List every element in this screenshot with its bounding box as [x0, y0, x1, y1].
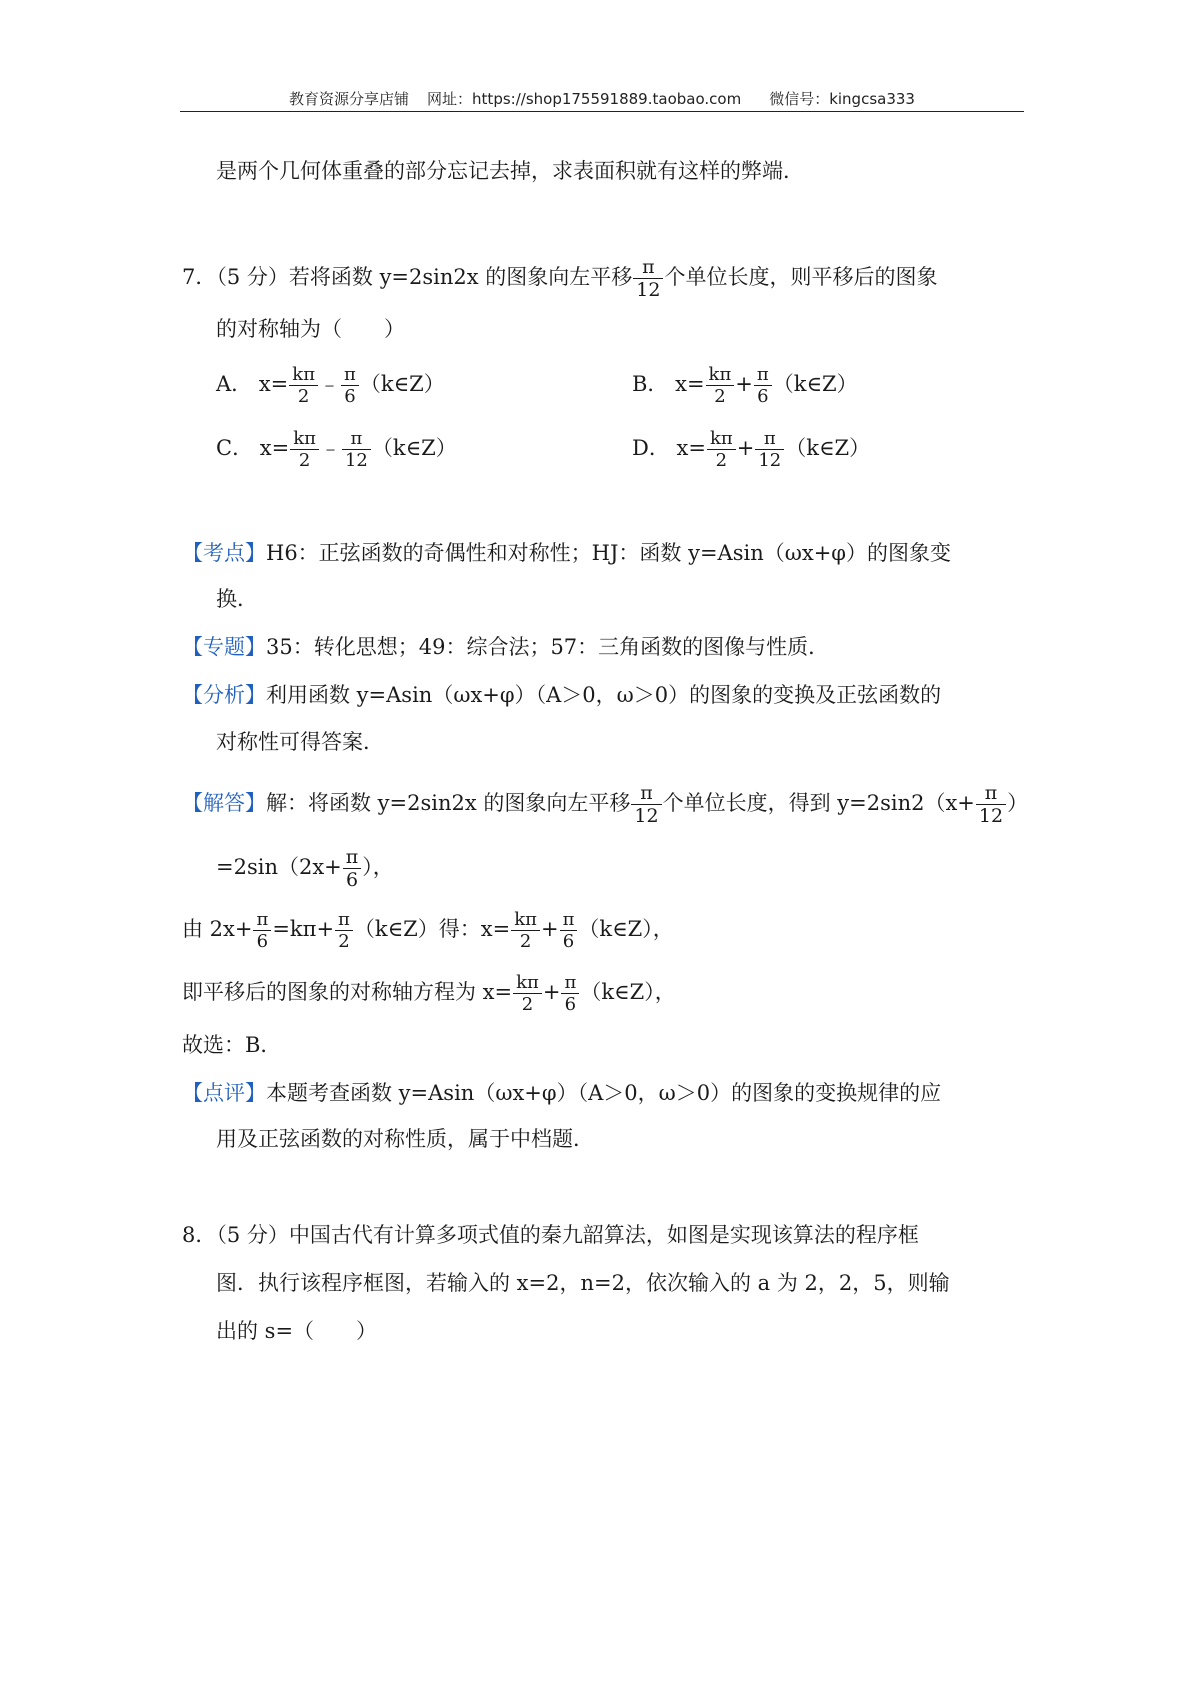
zhuanti-tag: 【专题】: [182, 635, 266, 659]
fenxi-line: [182, 680, 941, 710]
header-rule: [180, 111, 1024, 112]
intro-line: 是两个几何体重叠的部分忘记去掉，求表面积就有这样的弊端．: [216, 159, 804, 183]
jieda-tag: 【解答】: [182, 791, 266, 815]
site-url[interactable]: https://shop175591889.taobao.com: [472, 90, 742, 108]
jieda-line-3: 由 2x+ $\frac{\pi}{6}$ =kπ+ $\frac{\pi}{2}$ （k∈Z）得：x= $\frac{k\pi}{2}$ + $\frac{\pi}{6}$ （k∈Z），: [182, 909, 674, 952]
answer-line: 故选：B．: [182, 1033, 282, 1057]
fenxi-text-2: 对称性可得答案．: [216, 730, 384, 754]
q7-fraction-pi-12: $\frac{\pi}{12}$: [633, 256, 663, 301]
fenxi-tag: 【分析】: [182, 683, 266, 707]
q7-stem-b: 个单位长度，则平移后的图象: [664, 265, 938, 289]
fenxi-text: 利用函数 y=Asin（ωx+φ）（A＞0，ω＞0）的图象的变换及正弦函数的: [266, 683, 942, 707]
option-c[interactable]: C． x= $\frac{k\pi}{2}$ ﹣ $\frac{\pi}{12}$ （k∈Z）: [216, 428, 457, 471]
jieda-line-4: 即平移后的图象的对称轴方程为 x= $\frac{k\pi}{2}$ + $\frac{\pi}{6}$ （k∈Z），: [182, 972, 676, 1015]
site-label: 网址：: [427, 90, 473, 108]
wechat-id: 微信号：kingcsa333: [769, 90, 915, 108]
q7-stem-line-1: [182, 256, 937, 301]
q7-stem-a: 7．（5 分）若将函数 y=2sin2x 的图象向左平移: [182, 265, 633, 289]
zhuanti-text: 35：转化思想；49：综合法；57：三角函数的图像与性质．: [266, 635, 830, 659]
q8-line-1: 8．（5 分）中国古代有计算多项式值的秦九韶算法，如图是实现该算法的程序框: [182, 1223, 919, 1247]
shop-name: 教育资源分享店铺: [289, 90, 410, 108]
dianping-line: [182, 1078, 941, 1108]
q8-line-2: 图．执行该程序框图，若输入的 x=2，n=2，依次输入的 a 为 2，2，5，则输: [216, 1271, 950, 1295]
dianping-text: 本题考查函数 y=Asin（ωx+φ）（A＞0，ω＞0）的图象的变换规律的应: [266, 1081, 942, 1105]
kaodian-tag: 【考点】: [182, 541, 266, 565]
jieda-line-1: 【解答】解：将函数 y=2sin2x 的图象向左平移 $\frac{\pi}{12}$ 个单位长度，得到 y=2sin2（x+ $\frac{\pi}{12}$ ）: [182, 782, 1029, 827]
q7-stem-line-2: 的对称轴为（ ）: [216, 317, 405, 341]
option-d[interactable]: D． x= $\frac{k\pi}{2}$ + $\frac{\pi}{12}$ （k∈Z）: [632, 428, 871, 471]
dianping-text-2: 用及正弦函数的对称性质，属于中档题．: [216, 1127, 594, 1151]
jieda-line-2: =2sin（2x+ $\frac{\pi}{6}$ ），: [216, 846, 394, 891]
page-header: [180, 88, 1024, 109]
option-a[interactable]: A． x= $\frac{k\pi}{2}$ ﹣ $\frac{\pi}{6}$ （k∈Z）: [216, 364, 445, 407]
q8-line-3: 出的 s=（ ）: [216, 1319, 378, 1343]
zhuanti-line: [182, 632, 829, 662]
kaodian-text-2: 换．: [216, 587, 258, 611]
kaodian-line: [182, 538, 951, 568]
option-b[interactable]: B． x= $\frac{k\pi}{2}$ + $\frac{\pi}{6}$ （k∈Z）: [632, 364, 858, 407]
dianping-tag: 【点评】: [182, 1081, 266, 1105]
kaodian-text: H6：正弦函数的奇偶性和对称性；HJ：函数 y=Asin（ωx+φ）的图象变: [266, 541, 951, 565]
